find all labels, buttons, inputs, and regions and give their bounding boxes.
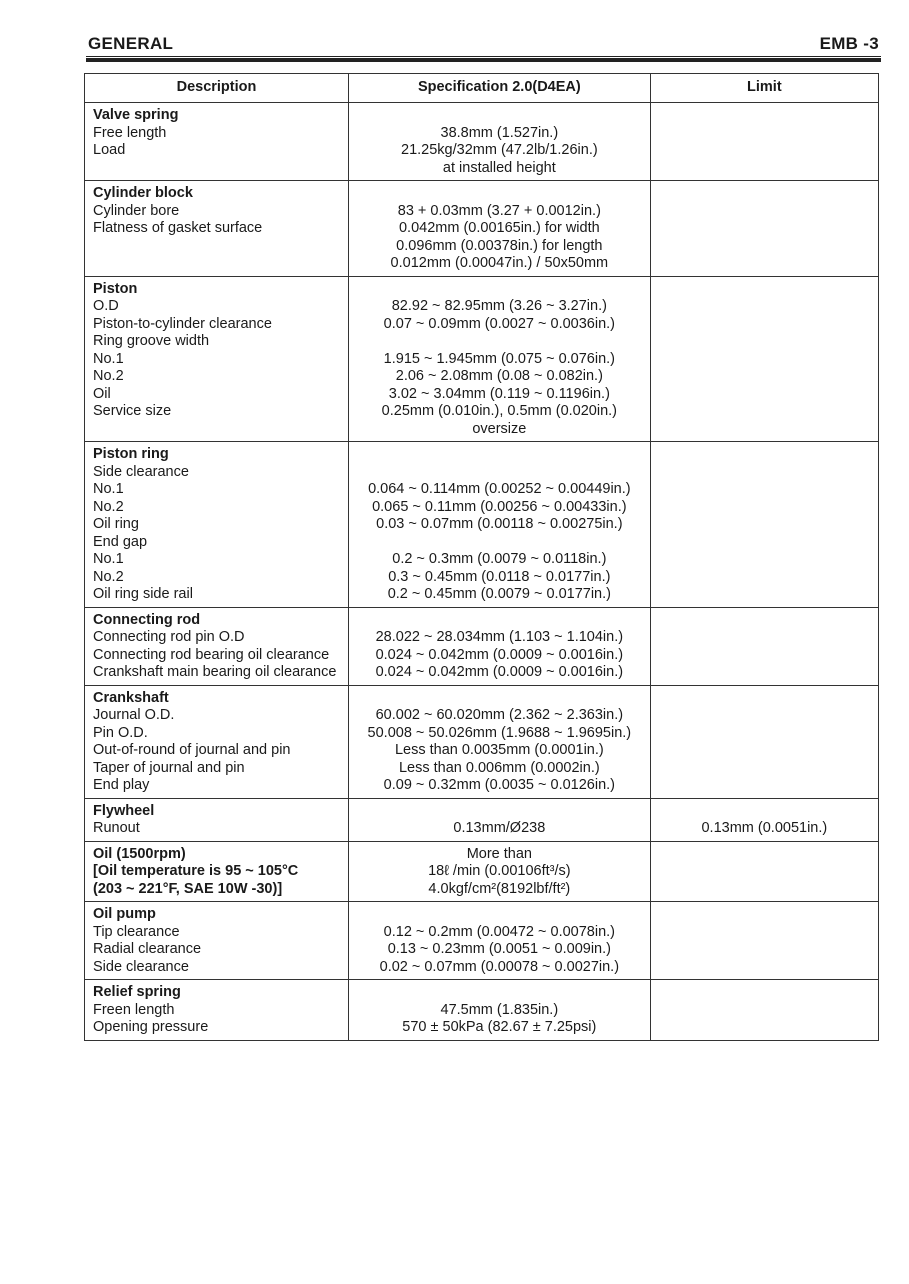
group-title: [Oil temperature is 95 ~ 105°C <box>93 863 299 879</box>
specification-value: 18ℓ /min (0.00106ft³/s) <box>428 863 571 879</box>
specification-value: at installed height <box>442 159 556 176</box>
description-item: Cylinder bore <box>93 202 180 219</box>
specification-cell <box>348 902 650 980</box>
specification-value: 0.09 ~ 0.32mm (0.0035 ~ 0.0126in.) <box>383 777 616 793</box>
specification-value: 83 + 0.03mm (3.27 + 0.0012in.) <box>397 202 601 219</box>
description-item: No.2 <box>93 498 124 515</box>
limit-cell <box>650 442 878 608</box>
group-title: Cylinder block <box>93 185 193 201</box>
specification-value: 0.02 ~ 0.07mm (0.00078 ~ 0.0027in.) <box>379 958 620 975</box>
description-item: No.2 <box>93 368 124 384</box>
description-item: No.1 <box>93 481 124 497</box>
table-row-connecting-rod <box>85 607 879 685</box>
specification-cell <box>348 798 650 841</box>
limit-value <box>655 803 874 821</box>
description-item: Opening pressure <box>93 1019 209 1035</box>
description-cell <box>85 181 349 277</box>
specification-value: 0.024 ~ 0.042mm (0.0009 ~ 0.0016in.) <box>375 646 624 663</box>
specification-value <box>353 690 646 708</box>
limit-cell <box>650 181 878 277</box>
specification-value <box>353 906 646 924</box>
specification-value: 4.0kgf/cm²(8192lbf/ft²) <box>428 880 571 897</box>
specification-cell <box>348 442 650 608</box>
spec-table <box>84 73 879 1041</box>
description-item: Connecting rod bearing oil clearance <box>93 646 330 663</box>
specification-value: 28.022 ~ 28.034mm (1.103 ~ 1.104in.) <box>375 629 624 645</box>
specification-value <box>353 281 646 299</box>
description-cell <box>85 841 349 902</box>
group-title: Piston ring <box>93 446 169 462</box>
limit-cell <box>650 276 878 442</box>
description-cell <box>85 798 349 841</box>
description-item: Piston-to-cylinder clearance <box>93 315 272 332</box>
description-item: Freen length <box>93 1001 175 1018</box>
table-row-relief-spring <box>85 980 879 1041</box>
description-item: Ring groove width <box>93 333 210 349</box>
specification-value <box>353 984 646 1002</box>
description-item: Radial clearance <box>93 941 202 957</box>
specification-value: 0.065 ~ 0.11mm (0.00256 ~ 0.00433in.) <box>372 498 627 515</box>
specification-value: 0.03 ~ 0.07mm (0.00118 ~ 0.00275in.) <box>376 516 623 532</box>
description-item: Free length <box>93 124 167 141</box>
specification-value: oversize <box>472 420 527 437</box>
description-item: End play <box>93 777 150 793</box>
specification-value <box>353 185 646 203</box>
specification-value: 0.064 ~ 0.114mm (0.00252 ~ 0.00449in.) <box>368 481 631 497</box>
specification-value: 21.25kg/32mm (47.2lb/1.26in.) <box>401 142 598 158</box>
description-item: Side clearance <box>93 958 189 975</box>
specification-cell <box>348 685 650 798</box>
description-item: End gap <box>93 533 148 550</box>
specification-cell <box>348 276 650 442</box>
specification-cell <box>348 980 650 1041</box>
specification-value: 570 ± 50kPa (82.67 ± 7.25psi) <box>402 1019 597 1035</box>
description-cell <box>85 276 349 442</box>
description-item: Pin O.D. <box>93 724 148 741</box>
group-title: Oil pump <box>93 906 156 922</box>
group-title: Valve spring <box>93 107 179 123</box>
description-item: Tip clearance <box>93 923 180 940</box>
group-title: Connecting rod <box>93 611 201 628</box>
description-cell <box>85 607 349 685</box>
limit-cell <box>650 902 878 980</box>
specification-value: Less than 0.006mm (0.0002in.) <box>398 759 600 776</box>
description-item: Connecting rod pin O.D <box>93 629 245 645</box>
specification-value: 3.02 ~ 3.04mm (0.119 ~ 0.1196in.) <box>388 385 610 402</box>
table-row-flywheel <box>85 798 879 841</box>
table-header-row <box>85 74 879 103</box>
description-cell <box>85 980 349 1041</box>
specification-value <box>353 534 646 552</box>
header-rule-thin <box>86 56 881 57</box>
col-header-limit: Limit <box>650 74 878 103</box>
specification-value: 0.13mm/Ø238 <box>453 820 546 836</box>
group-title: Piston <box>93 280 138 297</box>
specification-cell <box>348 181 650 277</box>
specification-value: 38.8mm (1.527in.) <box>440 124 559 141</box>
description-cell <box>85 685 349 798</box>
description-item: Side clearance <box>93 463 189 480</box>
specification-value: 50.008 ~ 50.026mm (1.9688 ~ 1.9695in.) <box>367 724 632 741</box>
specification-value: 0.3 ~ 0.45mm (0.0118 ~ 0.0177in.) <box>388 568 611 585</box>
specification-value: 1.915 ~ 1.945mm (0.075 ~ 0.076in.) <box>383 350 616 367</box>
description-item: Out-of-round of journal and pin <box>93 742 291 758</box>
specification-value: 0.2 ~ 0.45mm (0.0079 ~ 0.0177in.) <box>387 586 611 602</box>
specification-cell <box>348 841 650 902</box>
specification-value: 60.002 ~ 60.020mm (2.362 ~ 2.363in.) <box>375 707 624 723</box>
limit-cell <box>650 607 878 685</box>
specification-value <box>353 446 646 464</box>
limit-cell <box>650 103 878 181</box>
specification-value: Less than 0.0035mm (0.0001in.) <box>394 742 604 758</box>
description-item: No.1 <box>93 551 124 567</box>
table-body <box>85 103 879 1041</box>
section-title: GENERAL <box>88 34 174 53</box>
specification-value <box>353 464 646 482</box>
specification-value: 0.25mm (0.010in.), 0.5mm (0.020in.) <box>381 403 617 419</box>
description-item: Runout <box>93 820 140 836</box>
table-row-valve-spring <box>85 103 879 181</box>
col-header-specification: Specification 2.0(D4EA) <box>348 74 650 103</box>
table-row-oil-pump <box>85 902 879 980</box>
group-title: Oil (1500rpm) <box>93 845 186 862</box>
group-title: Crankshaft <box>93 689 169 706</box>
specification-value: More than <box>466 845 532 862</box>
specification-value: 0.012mm (0.00047in.) / 50x50mm <box>390 255 609 271</box>
table-row-piston-ring <box>85 442 879 608</box>
description-item: Oil ring side rail <box>93 586 193 602</box>
description-item: No.1 <box>93 350 124 367</box>
description-item: Oil <box>93 385 111 402</box>
limit-cell <box>650 980 878 1041</box>
specification-value: 0.024 ~ 0.042mm (0.0009 ~ 0.0016in.) <box>375 664 624 680</box>
specification-value: 0.13 ~ 0.23mm (0.0051 ~ 0.009in.) <box>387 941 611 957</box>
specification-value: 47.5mm (1.835in.) <box>440 1001 559 1018</box>
specification-value <box>353 612 646 630</box>
specification-value <box>353 803 646 821</box>
header-rule-thick <box>86 58 881 62</box>
description-item: Crankshaft main bearing oil clearance <box>93 664 337 680</box>
description-cell <box>85 902 349 980</box>
table-row-piston <box>85 276 879 442</box>
specification-value: 82.92 ~ 82.95mm (3.26 ~ 3.27in.) <box>391 298 607 314</box>
description-item: Flatness of gasket surface <box>93 220 263 236</box>
specification-value: 0.12 ~ 0.2mm (0.00472 ~ 0.0078in.) <box>383 923 616 940</box>
description-item: No.2 <box>93 568 124 585</box>
limit-cell <box>650 841 878 902</box>
table-row-cylinder-block <box>85 181 879 277</box>
table-row-crankshaft <box>85 685 879 798</box>
page-number: EMB -3 <box>819 34 879 53</box>
table-row-oil-1500rpm <box>85 841 879 902</box>
col-header-description: Description <box>85 74 349 103</box>
description-item: Load <box>93 142 126 158</box>
limit-cell <box>650 798 878 841</box>
group-title: Relief spring <box>93 984 181 1000</box>
description-cell <box>85 442 349 608</box>
specification-cell <box>348 103 650 181</box>
specification-value: 0.07 ~ 0.09mm (0.0027 ~ 0.0036in.) <box>383 315 616 332</box>
description-item: Journal O.D. <box>93 707 175 723</box>
description-item: Oil ring <box>93 516 139 532</box>
specification-cell <box>348 607 650 685</box>
specification-value: 0.2 ~ 0.3mm (0.0079 ~ 0.0118in.) <box>392 551 607 567</box>
description-item: Service size <box>93 403 172 419</box>
specification-value <box>353 333 646 351</box>
group-title: Flywheel <box>93 802 155 819</box>
description-item: O.D <box>93 298 119 314</box>
description-item: Taper of journal and pin <box>93 759 245 776</box>
specification-value <box>353 107 646 125</box>
specification-value: 0.096mm (0.00378in.) for length <box>396 237 603 254</box>
limit-cell <box>650 685 878 798</box>
specification-value: 2.06 ~ 2.08mm (0.08 ~ 0.082in.) <box>395 368 603 384</box>
description-cell <box>85 103 349 181</box>
specification-value: 0.042mm (0.00165in.) for width <box>398 220 600 236</box>
group-title: (203 ~ 221°F, SAE 10W -30)] <box>93 880 283 897</box>
limit-value: 0.13mm (0.0051in.) <box>701 820 828 836</box>
